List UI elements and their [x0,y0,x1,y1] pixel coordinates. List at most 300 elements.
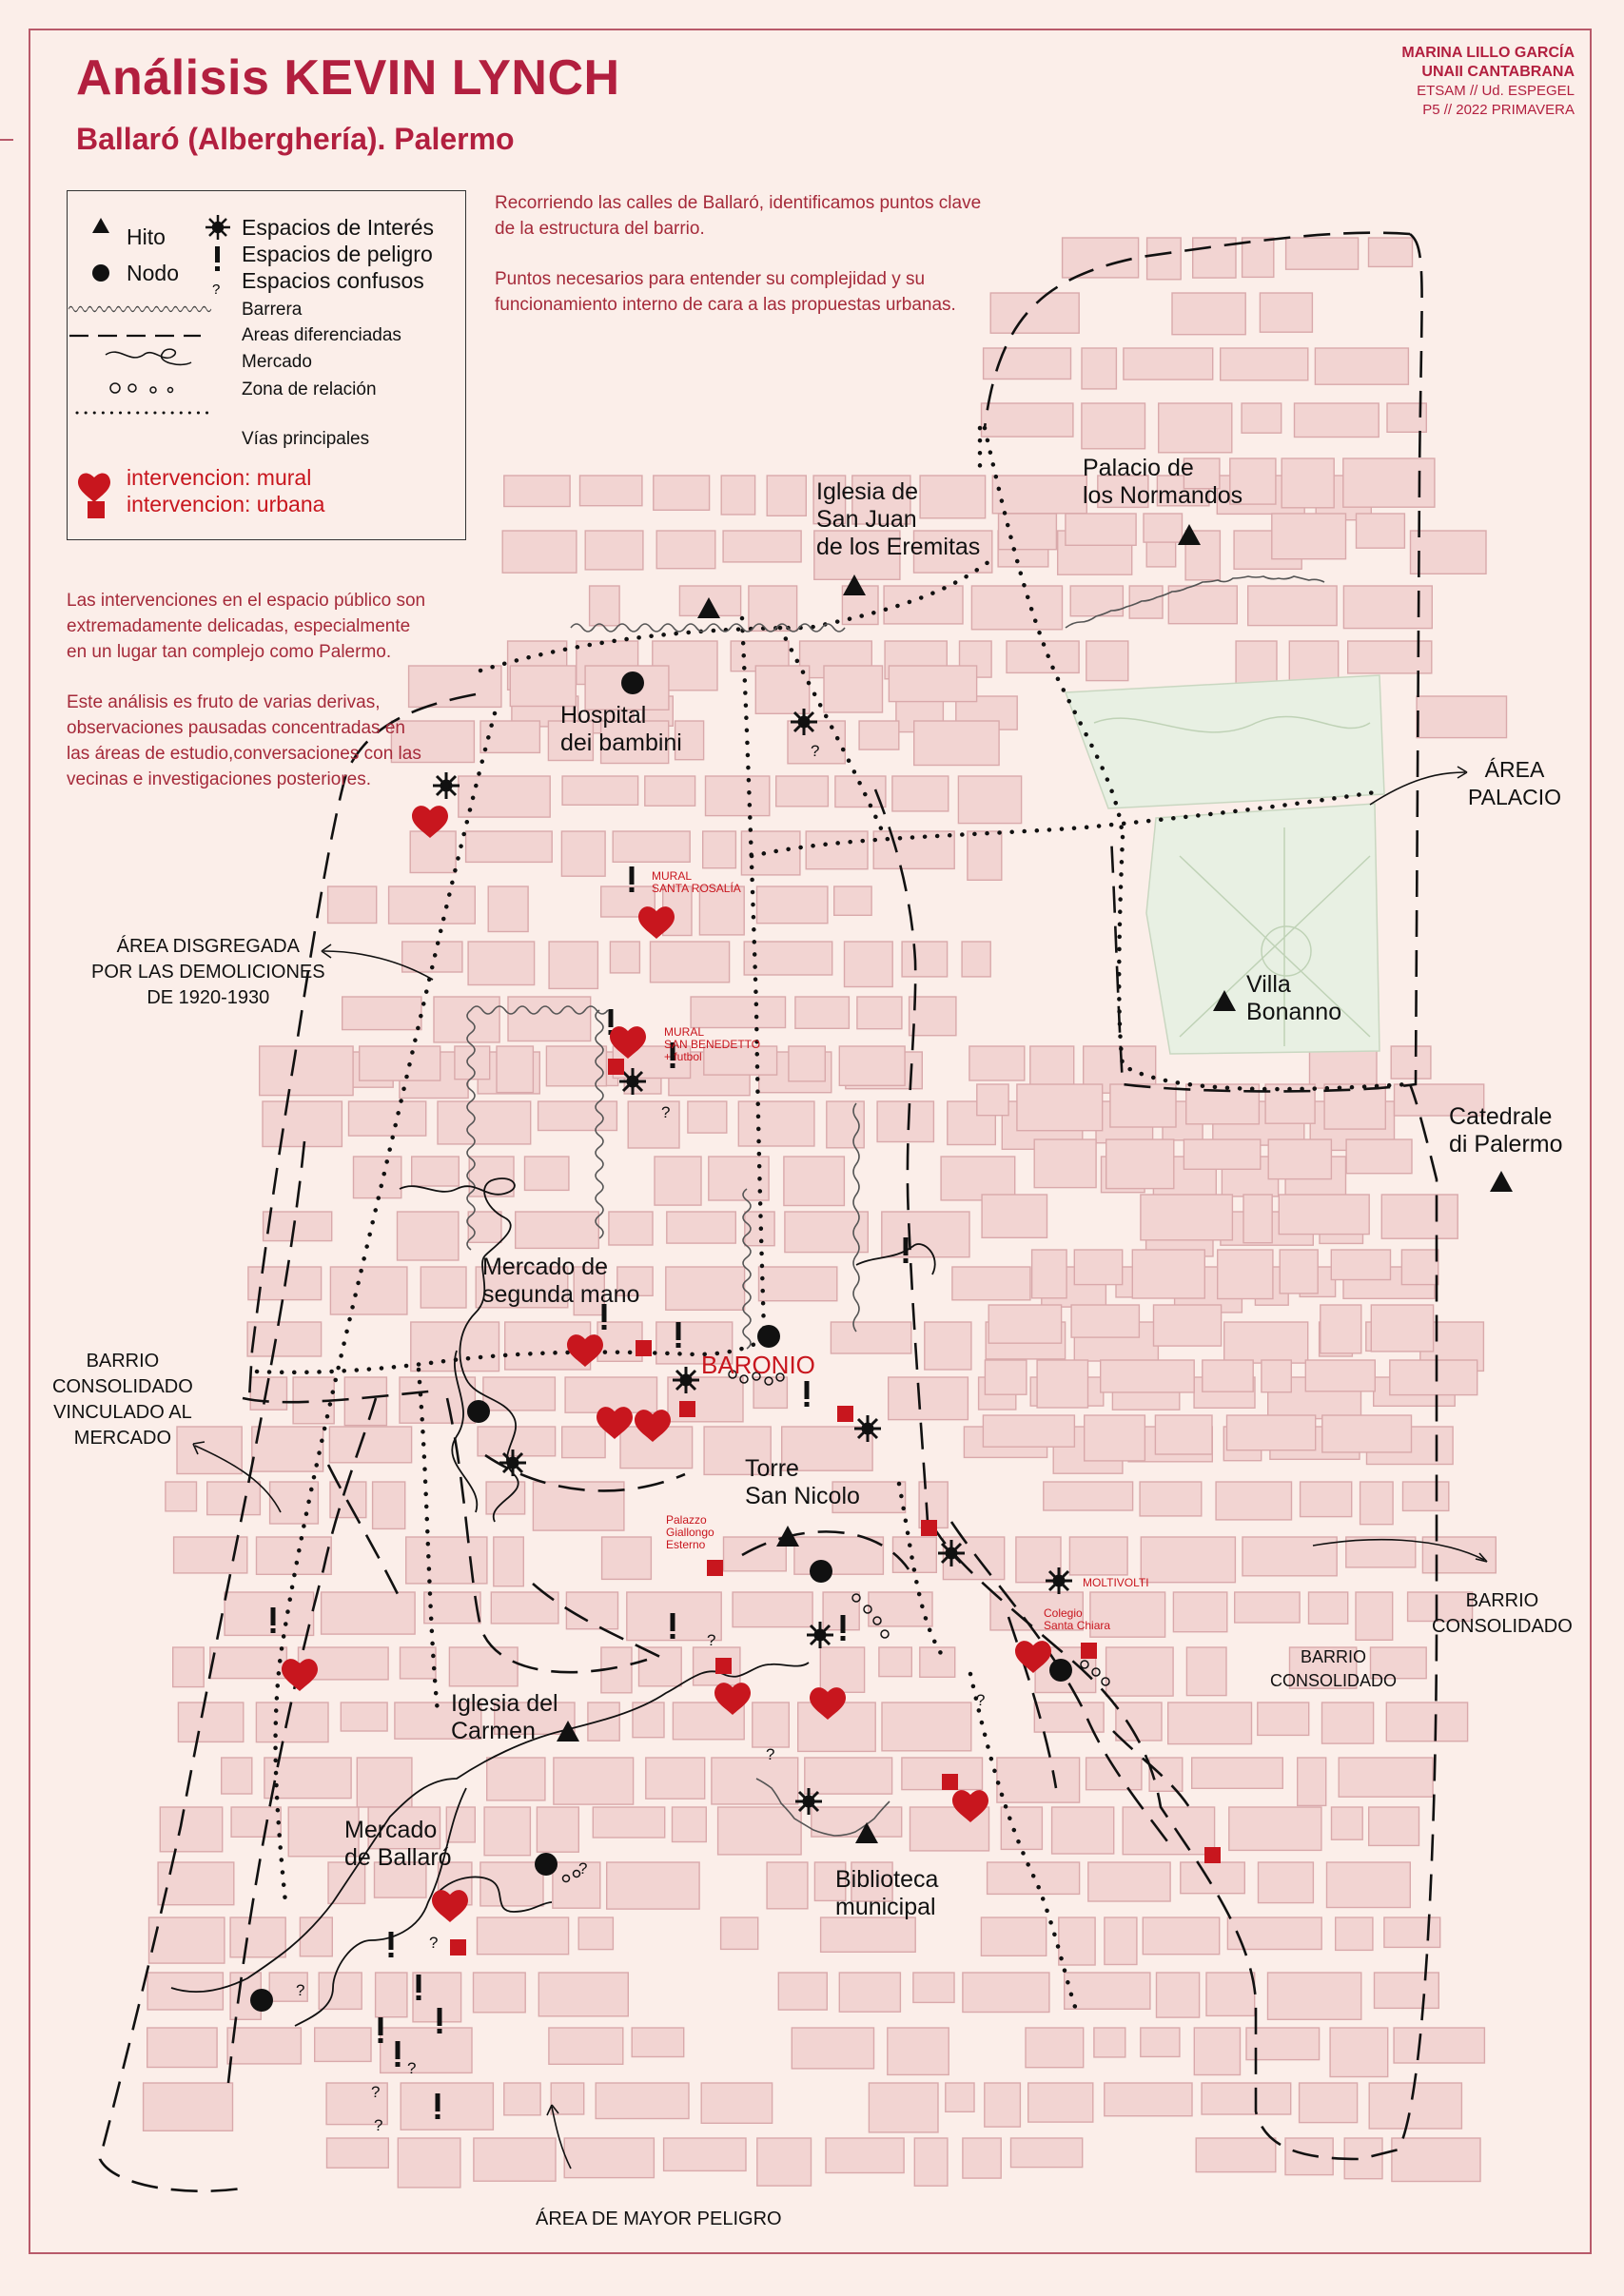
building-block [469,1157,514,1197]
nodo-icon [92,264,109,282]
building-block [1369,1807,1419,1845]
building-block [1221,348,1308,380]
credit-author-2: UNAII CANTABRANA [1421,64,1575,80]
building-block [1309,1592,1348,1624]
legend-nodo: Nodo [127,261,179,285]
legend-interes: Espacios de Interés [242,215,435,240]
building-block [398,1212,459,1260]
mural-icon [78,474,110,502]
building-block [222,1758,252,1794]
building-block [920,1647,955,1677]
peligro-icon [215,246,220,271]
building-block [230,1917,285,1957]
urbana-icon [1081,1643,1097,1659]
credit-author-1: MARINA LILLO GARCÍA [1401,45,1575,61]
mural-icon [282,1659,318,1691]
credit-school: ETSAM // Ud. ESPEGEL [1417,83,1575,99]
building-block [914,2138,948,2186]
building-block [1065,1973,1150,2009]
building-block [1384,1917,1440,1947]
urbana-icon [942,1774,958,1790]
building-block [256,1703,328,1742]
building-block [1280,1250,1318,1294]
building-block [859,721,899,749]
building-block [1371,1305,1433,1352]
building-block [480,1862,543,1906]
building-block [609,1212,653,1245]
peligro-dot [805,1402,810,1407]
building-block [1141,1537,1235,1583]
building-block [1086,1758,1142,1790]
building-block [602,1537,652,1579]
peligro-dot [904,1258,909,1263]
building-block [538,1973,628,2016]
label-iglesia-carmen: Iglesia del Carmen [451,1690,558,1744]
building-block [824,666,883,712]
building-block [889,666,976,702]
building-block [1159,403,1232,453]
building-block [504,2083,540,2115]
building-block [703,831,736,868]
building-block [1194,2028,1240,2075]
label-biblioteca: Biblioteca municipal [835,1866,939,1920]
building-block [537,1807,578,1852]
legend-confusos: Espacios confusos [242,268,424,293]
building-block [1369,2083,1461,2129]
urbana-icon [837,1406,853,1422]
building-block [497,1046,533,1093]
building-block [147,2028,217,2068]
building-block [1192,1758,1283,1788]
building-block [1216,1482,1291,1520]
peligro-dot [417,1995,421,2000]
building-block [1074,1250,1122,1285]
building-block [794,1537,884,1574]
building-block [1242,238,1274,277]
building-block [902,942,948,977]
building-block [1227,1415,1316,1450]
label-hospital: Hospital dei bambini [560,702,682,756]
building-block [963,1973,1049,2013]
building-block [502,531,577,573]
building-block [1105,1917,1137,1965]
building-block [410,831,456,873]
building-block [983,1415,1074,1447]
building-block [330,1267,407,1314]
building-block [561,831,605,876]
interes-core [815,1630,825,1640]
building-block [354,1157,401,1198]
building-block [744,942,832,975]
building-block [1070,586,1123,616]
building-block [553,1862,600,1908]
building-block [723,531,801,562]
building-block [639,1647,682,1686]
building-block [784,1157,845,1206]
building-block [1129,586,1163,618]
building-block [549,942,597,988]
building-block [1391,1046,1431,1079]
urbana-icon [88,501,105,518]
intro-paragraph-2: Puntos necesarios para entender su complejidad y su funcionamiento interno de cara a las propuestas urbanas. [495,269,956,315]
peligro-icon [841,1615,846,1633]
barrera-icon [68,307,211,312]
building-block [1242,403,1282,433]
building-block [632,2028,684,2057]
label-baronio: BARONIO [701,1351,815,1379]
building-block [1034,1703,1104,1732]
building-block [1196,2138,1276,2172]
building-block [1331,1250,1390,1280]
building-block [322,1592,416,1634]
building-block [985,1360,1027,1394]
peligro-icon [379,2017,383,2035]
building-block [977,1084,1008,1116]
label-palacio: Palacio de los Normandos [1083,455,1243,509]
urbana-icon [636,1340,652,1356]
building-block [525,1157,569,1190]
building-block [645,776,695,806]
building-block [373,1482,405,1528]
building-block [1375,1973,1439,2008]
building-block [738,1101,814,1146]
building-block [178,1703,243,1741]
label-mercado-segunda: Mercado de segunda mano [482,1254,640,1308]
building-block [893,1537,937,1572]
building-block [1101,1360,1195,1392]
building-block [1301,1482,1352,1517]
building-block [389,886,476,924]
side-text [67,588,428,817]
mercado-icon [106,349,191,364]
building-block [1094,2028,1125,2057]
building-block [1260,293,1312,332]
building-block [806,831,868,869]
building-block [342,997,421,1030]
peligro-icon [396,2041,401,2059]
interes-icon [795,1788,822,1815]
building-block [1082,348,1116,389]
label-colegio: Colegio Santa Chiara [1044,1606,1111,1632]
building-block [1085,1415,1145,1461]
building-block [913,1973,954,2002]
building-block [144,2083,233,2131]
building-block [759,1267,837,1301]
building-block [1168,1703,1252,1744]
label-area-peligro: ÁREA DE MAYOR PELIGRO [536,2208,782,2229]
confusos-icon: ? [766,1745,775,1763]
building-block [1132,1250,1204,1298]
building-block [1173,1592,1226,1632]
building-block [831,1322,910,1353]
side-paragraph-2: Este análisis es fruto de varias derivas, observaciones pausadas concentradas en las áreas de estudio,conversaciones con las vecinas e investigaciones posteriores. [67,692,421,789]
building-block [1032,1250,1067,1298]
building-block [225,1592,314,1635]
building-block [805,1758,892,1794]
building-block [1381,1195,1458,1238]
building-block [1144,514,1183,542]
legend-areas: Areas diferenciadas [242,325,401,345]
building-block [438,1101,531,1144]
building-block [1295,403,1379,438]
building-block [588,1703,619,1741]
building-block [554,1758,634,1804]
building-block [483,1377,556,1411]
building-block [1322,1415,1412,1452]
building-block [982,403,1073,437]
building-block [910,997,956,1036]
building-block [263,1101,342,1147]
building-block [999,514,1057,550]
building-block [328,886,377,924]
building-block [1082,403,1145,449]
building-block [789,1046,825,1081]
building-block [449,1647,518,1686]
building-block [1149,1758,1183,1791]
building-block [869,2083,938,2132]
interes-icon [854,1415,881,1442]
confusos-icon: ? [811,742,820,760]
building-block [1286,238,1359,269]
building-block [158,1862,234,1905]
building-block [578,1917,613,1950]
building-block [1259,1862,1314,1903]
label-torre: Torre San Nicolo [745,1455,860,1509]
building-block [315,2028,371,2061]
urbana-icon [450,1939,466,1955]
urbana-icon [679,1401,695,1417]
peligro-icon [671,1613,675,1631]
building-block [1066,514,1136,545]
building-block [360,1046,440,1080]
building-block [666,1267,745,1310]
building-block [538,1101,617,1131]
label-area-palacio: ÁREA PALACIO [1468,757,1561,809]
building-block [721,476,754,515]
building-block [1321,1305,1361,1353]
building-block [795,997,850,1028]
building-block [785,1212,868,1253]
building-block [319,1973,362,2009]
building-block [1141,2028,1180,2056]
building-block [721,1917,758,1949]
building-block [767,476,806,516]
peligro-icon [417,1975,421,1993]
building-block [549,2028,623,2064]
building-block [1236,641,1277,684]
building-block [1343,458,1435,507]
building-block [1246,2028,1320,2060]
building-block [455,1046,490,1080]
hito-icon [1490,1171,1513,1192]
building-block [1155,1415,1212,1454]
peligro-dot [671,1063,675,1068]
building-block [1401,1250,1438,1285]
building-block [776,776,829,807]
building-block [227,2028,301,2064]
building-block [207,1482,261,1515]
building-block [1184,1139,1260,1169]
nodo-icon [535,1853,558,1876]
building-block [839,1046,905,1085]
building-block [892,776,949,811]
legend-relacion: Zona de relación [242,379,377,399]
building-block [1154,1305,1222,1346]
building-block [962,942,990,977]
building-block [753,1377,787,1408]
building-block [654,476,710,510]
building-block [1339,1758,1433,1797]
building-block [421,1267,466,1308]
interes-core [799,717,809,727]
building-block [1268,1973,1361,2019]
hito-icon [776,1526,799,1547]
building-block [1262,1360,1291,1392]
urbana-icon [707,1560,723,1576]
confusos-icon: ? [429,1934,439,1952]
building-block [565,1377,656,1412]
building-block [1086,641,1128,681]
building-block [1059,1917,1095,1965]
hito-icon [92,218,109,233]
building-block [1001,1807,1042,1849]
confusos-icon: ? [374,2116,383,2134]
building-block [1110,1084,1176,1127]
building-block [1346,1537,1416,1567]
building-block [376,1973,407,2017]
legend-mercado: Mercado [242,352,312,372]
legend-hito: Hito [127,224,166,249]
building-block [925,1322,971,1370]
building-block [1202,2083,1291,2114]
building-block [247,1322,322,1356]
building-block [1017,1084,1103,1131]
building-block [1327,1862,1411,1908]
building-block [946,2083,974,2111]
building-block [1330,2028,1388,2077]
building-block [1181,1862,1245,1894]
building-block [1052,1807,1114,1854]
interes-core [508,1458,518,1468]
peligro-dot [676,1343,681,1348]
building-block [580,476,642,506]
building-block [596,2083,689,2119]
building-block [889,1377,969,1420]
building-block [474,1973,526,2013]
building-block [1298,1758,1326,1805]
confusos-icon: ? [407,2059,417,2077]
building-block [1124,348,1213,379]
peligro-dot [389,1953,394,1957]
interes-core [947,1548,956,1558]
building-block [1411,531,1487,574]
building-block [1063,238,1139,278]
confusos-icon: ? [976,1691,986,1709]
confusos-icon: ? [371,2083,381,2101]
label-area-disgregada: ÁREA DISGREGADA POR LAS DEMOLICIONES DE 1920-1930 [91,936,325,1008]
nodo-icon [757,1325,780,1348]
building-block [1417,696,1506,738]
peligro-dot [379,2038,383,2043]
building-block [349,1101,426,1136]
building-block [688,1101,727,1133]
building-block [585,531,643,570]
building-block [668,1377,743,1422]
building-block [1285,2138,1333,2175]
building-block [812,1807,902,1837]
building-block [1044,1482,1133,1510]
confusos-icon: ? [707,1631,716,1649]
building-block [835,776,886,807]
peligro-dot [841,1636,846,1641]
building-block [792,2028,873,2069]
building-block [628,1101,679,1148]
peligro-dot [396,2062,401,2067]
building-block [1336,1917,1373,1950]
building-block [1392,2138,1480,2182]
building-block [1229,1807,1321,1850]
interes-icon [938,1540,965,1566]
peligro-dot [630,887,635,892]
label-villa: Villa Bonanno [1246,971,1342,1025]
building-block [504,476,570,507]
building-block [160,1807,222,1852]
building-block [329,1427,411,1463]
confusos-icon: ? [296,1981,305,1999]
building-block [516,1212,599,1248]
building-block [562,1427,605,1458]
urbana-icon [921,1520,937,1536]
building-block [434,997,499,1042]
building-block [398,2138,460,2188]
urbana-icon [608,1059,624,1075]
building-block [1279,1195,1369,1235]
label-mural-rosalia: MURAL SANTA ROSALÍA [652,869,741,895]
building-block [1186,1647,1226,1696]
building-block [260,1046,353,1096]
urbana-icon [715,1658,732,1674]
building-block [992,476,1086,514]
building-block [879,1647,911,1677]
label-mural-benedetto: MURAL SAN BENEDETTO + futbol [664,1025,761,1063]
interes-core [441,781,451,790]
label-palazzo: Palazzo Giallongo Esterno [666,1513,714,1551]
building-block [1218,1250,1273,1299]
page-subtitle: Ballaró (Alberghería). Palermo [76,122,515,156]
building-block [593,1807,664,1838]
building-block [344,1377,386,1426]
building-block [1310,1046,1378,1088]
peligro-dot [438,2029,442,2033]
peligro-icon [271,1607,276,1625]
building-block [173,1647,205,1687]
building-block [564,2138,654,2178]
interes-core [681,1375,691,1385]
interes-core [628,1077,637,1086]
building-block [969,1046,1025,1080]
building-block [1235,1592,1300,1623]
building-block [257,1537,332,1574]
peligro-icon [436,2093,440,2111]
building-block [1071,1305,1139,1337]
building-block [1357,514,1405,548]
interes-icon [673,1367,699,1393]
building-block [882,1212,969,1257]
building-block [749,586,797,631]
building-block [968,831,1002,880]
label-barrio-consolidado-inner: BARRIO CONSOLIDADO [1270,1647,1398,1690]
building-block [691,997,785,1028]
